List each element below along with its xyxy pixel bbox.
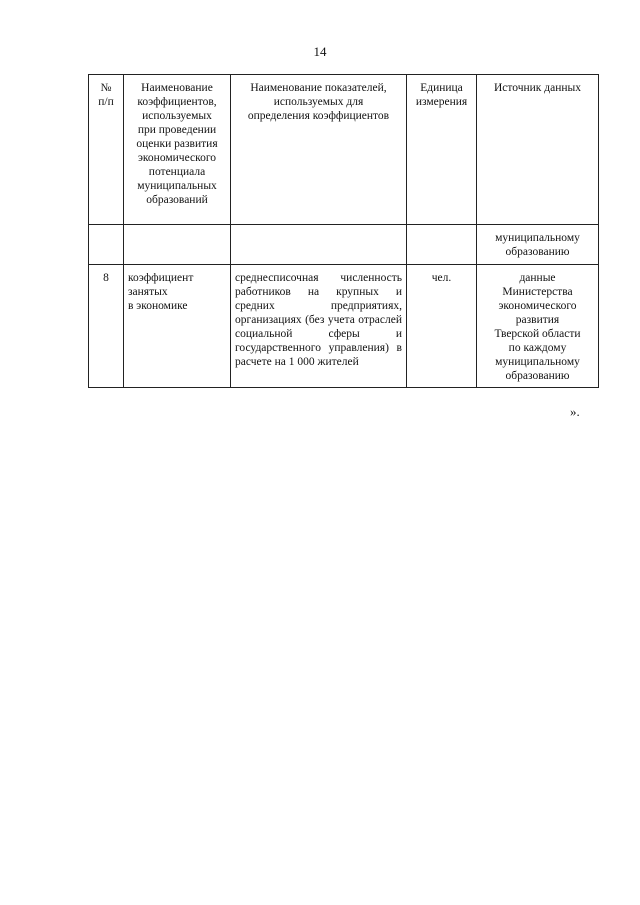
table-row-8	[89, 265, 599, 388]
header-unit: Единица измерения	[407, 75, 477, 225]
table-row-continuation	[89, 225, 599, 265]
header-indicator-name: Наименование показателей, используемых для определения коэффициентов	[231, 75, 407, 225]
cell-empty	[89, 225, 124, 265]
cell-source: данные Министерства экономического развития Тверской области по каждому муниципальному образованию	[477, 265, 599, 388]
page-number: 14	[313, 44, 327, 59]
closing-quote-mark: ».	[570, 404, 580, 419]
cell-coef-name: коэффициент занятых в экономике	[124, 265, 231, 388]
cell-empty	[407, 225, 477, 265]
header-source: Источник данных	[477, 75, 599, 225]
table-header-row	[89, 75, 599, 225]
cell-unit: чел.	[407, 265, 477, 388]
header-num: № п/п	[89, 75, 124, 225]
indicators-table	[88, 74, 599, 388]
cell-indicator-name: среднесписочная численность работников на крупных и средних предприятиях, организациях (без учета отраслей социальной сферы и государственного управления) в расчете на 1 000 жителей	[231, 265, 407, 388]
cell-empty	[231, 225, 407, 265]
cell-empty	[124, 225, 231, 265]
header-coef-name: Наименование коэффициентов, используемых при проведении оценки развития экономического потенциала муниципальных образований	[124, 75, 231, 225]
cell-num: 8	[89, 265, 124, 388]
cell-source-continuation: муниципальному образованию	[477, 225, 599, 265]
